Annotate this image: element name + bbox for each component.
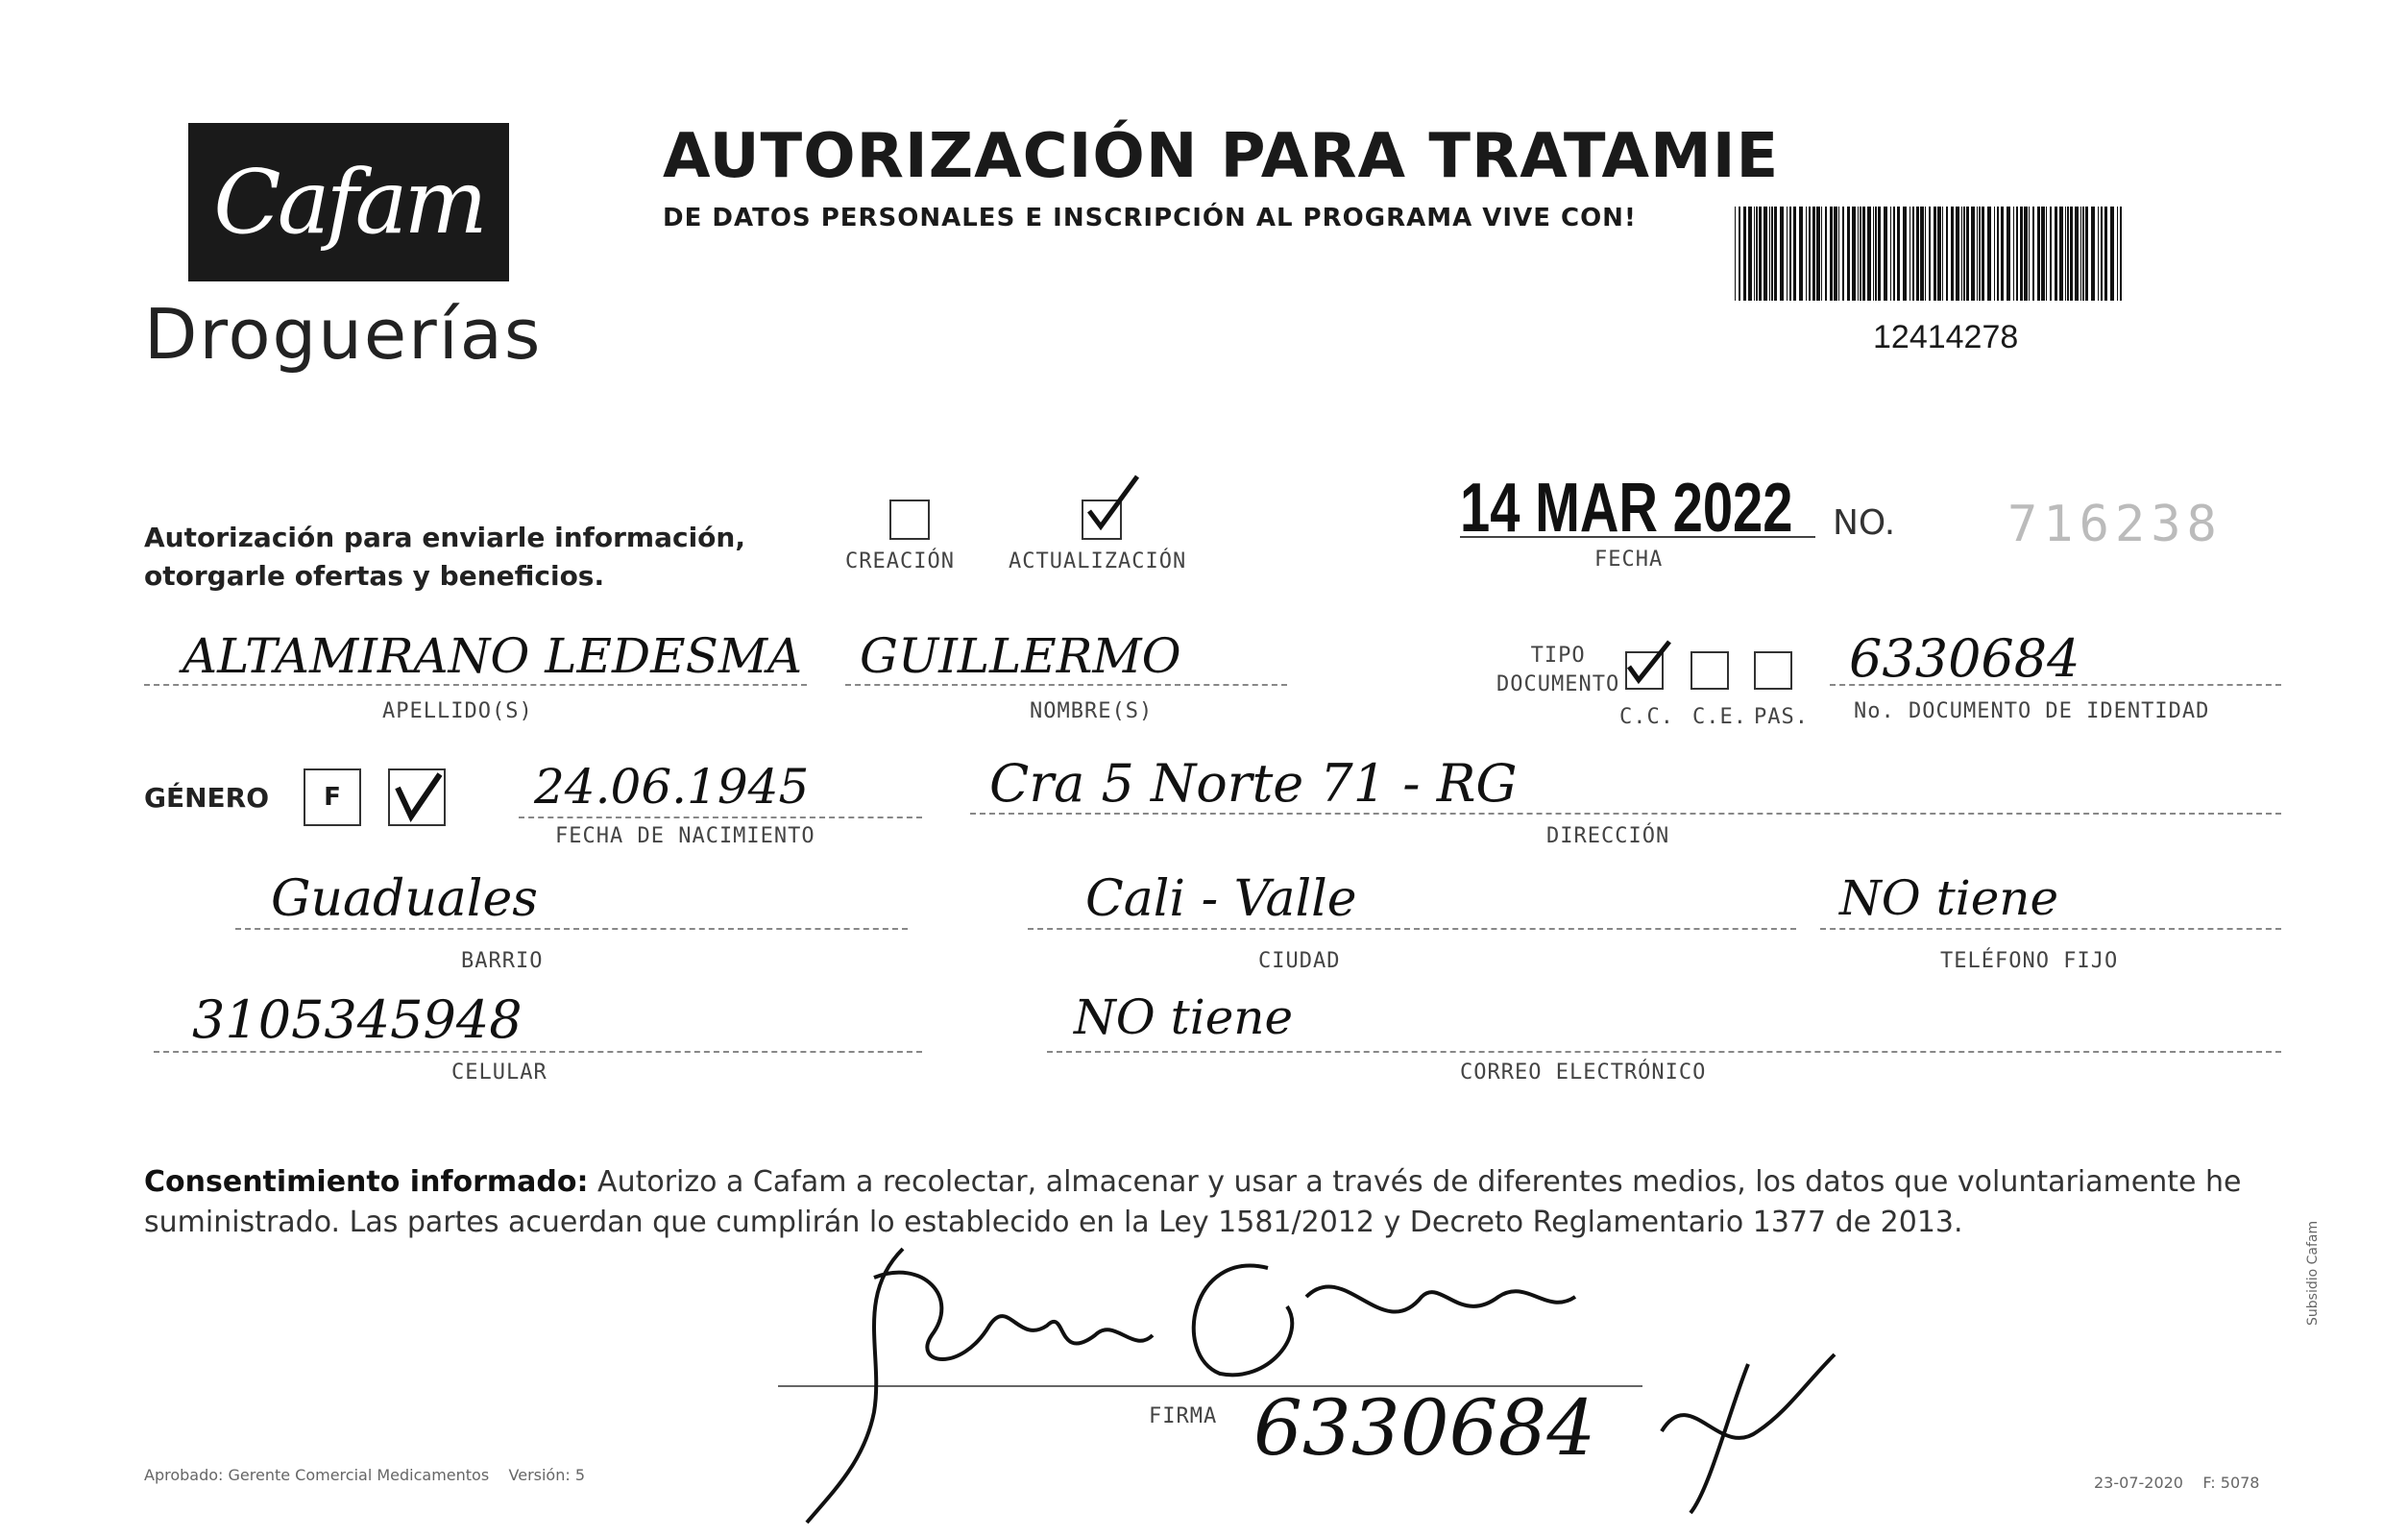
actualizacion-label: ACTUALIZACIÓN [1009,549,1187,573]
barcode-bar [1771,207,1773,301]
direccion-value[interactable]: Cra 5 Norte 71 - RG [989,753,1518,814]
brand-subtitle: Droguerías [144,294,543,375]
signature-number: 6330684 [1253,1383,1596,1473]
barcode-bar [1787,207,1788,301]
barcode-bar [1769,207,1770,301]
genero-f-box[interactable] [304,768,361,826]
barcode-bar [1821,207,1822,301]
form-subtitle: DE DATOS PERSONALES E INSCRIPCIÓN AL PROGRAMA VIVE CON! [663,204,1637,232]
authorization-label-line2: otorgarle ofertas y beneficios. [144,560,605,592]
barcode-bar [2080,207,2081,301]
barcode-bar [2098,207,2099,301]
barcode-bar [2117,207,2118,301]
barcode-bar [2013,207,2014,301]
barcode-bar [2041,207,2045,301]
barcode-bar [1756,207,1758,301]
barcode-bar [1754,207,1755,301]
logo-text: Cafam [213,150,484,254]
barcode-bar [1961,207,1962,301]
telefono-label: TELÉFONO FIJO [1940,949,2119,973]
barcode-bar [1789,207,1791,301]
documento-label: DOCUMENTO [1496,672,1620,696]
form-code: F: 5078 [2202,1474,2260,1492]
form-title: AUTORIZACIÓN PARA TRATAMIE [663,121,1780,192]
barcode-bar [1759,207,1762,301]
barcode-bar [1875,207,1877,301]
barcode-bar [1799,207,1803,301]
barcode-bar [2075,207,2079,301]
barcode-bar [1912,207,1914,301]
barcode-bar [2070,207,2073,301]
celular-label: CELULAR [451,1061,547,1085]
consent-text: Autorizo a Cafam a recolectar, almacenar y usar a través de diferentes medios, los datos que voluntariamente he suministrado. Las partes acuerdan que cumplirán lo establecido en la Ley 1581/2012 y Decreto Reglamentario 1377 de 2013. [144,1165,2242,1239]
barcode [1735,207,2127,301]
barcode-bar [1963,207,1965,301]
date-code: 23-07-2020 [2094,1474,2183,1492]
barcode-bar [2001,207,2004,301]
barcode-bar [1878,207,1881,301]
barcode-bar [1858,207,1859,301]
correo-label: CORREO ELECTRÓNICO [1460,1061,1707,1085]
barcode-bar [1951,207,1954,301]
barcode-bar [1812,207,1815,301]
barcode-bar [1956,207,1959,301]
barcode-bar [1884,207,1887,301]
authorization-label-line1: Autorización para enviarle información, [144,522,745,553]
apellidos-label: APELLIDO(S) [382,699,533,723]
barcode-bar [2104,207,2107,301]
fecha-nacimiento-label: FECHA DE NACIMIENTO [555,824,815,848]
creacion-label: CREACIÓN [845,549,955,573]
barcode-bar [2110,207,2114,301]
fecha-label: FECHA [1594,548,1664,572]
barcode-bar [1806,207,1807,301]
barcode-bar [1897,207,1900,301]
date-day: 14 [1460,470,1520,547]
barcode-bar [1971,207,1975,301]
barcode-bar [1977,207,1978,301]
doc-ce-checkbox[interactable] [1690,651,1729,690]
barcode-bar [1997,207,1999,301]
barrio-value[interactable]: Guaduales [271,870,538,928]
nombres-value[interactable]: GUILLERMO [860,628,1181,684]
barcode-bar [1862,207,1865,301]
barcode-bar [2024,207,2028,301]
creacion-checkbox[interactable] [889,500,930,540]
barcode-number: 12414278 [1873,319,2019,355]
barcode-bar [1893,207,1895,301]
barcode-bar [2055,207,2057,301]
barcode-bar [1920,207,1924,301]
barcode-bar [1838,207,1839,301]
barcode-bar [1987,207,1991,301]
barcode-bar [1735,207,1736,301]
barcode-bar [1847,207,1850,301]
documento-field-label: No. DOCUMENTO DE IDENTIDAD [1854,699,2210,723]
aprobado-text: Aprobado: Gerente Comercial Medicamentos [144,1466,490,1484]
barcode-bar [1842,207,1844,301]
genero-label: GÉNERO [144,782,270,814]
barcode-bar [1966,207,1969,301]
barcode-bar [1942,207,1943,301]
genero-f-label: F [324,783,341,812]
nombres-label: NOMBRE(S) [1030,699,1154,723]
barcode-bar [1873,207,1874,301]
footer-aprobado [144,1466,585,1484]
doc-pas-checkbox[interactable] [1754,651,1792,690]
barcode-bar [1825,207,1827,301]
side-text: Subsidio Cafam [2305,1220,2321,1326]
barcode-bar [1793,207,1796,301]
no-value: 716238 [2007,496,2223,553]
barcode-bar [1860,207,1861,301]
barcode-bar [1937,207,1941,301]
barcode-bar [2067,207,2069,301]
fecha-nacimiento-value[interactable]: 24.06.1945 [534,759,810,815]
apellidos-value[interactable]: ALTAMIRANO LEDESMA [182,628,803,684]
barcode-bar [1982,207,1984,301]
barcode-bar [1916,207,1919,301]
tipo-label: TIPO [1530,644,1586,668]
documento-value[interactable]: 6330684 [1849,628,2080,689]
barcode-bar [1909,207,1910,301]
authorization-label [144,519,745,596]
barcode-bar [2016,207,2018,301]
doc-ce-label: C.E. [1692,705,1747,729]
checkmark-icon [390,768,444,826]
barrio-label: BARRIO [461,949,544,973]
barcode-bar [2065,207,2066,301]
barcode-bar [2020,207,2023,301]
barcode-bar [1830,207,1833,301]
checkmark-icon [1623,638,1677,692]
barcode-bar [1852,207,1856,301]
barcode-bar [1763,207,1767,301]
direccion-label: DIRECCIÓN [1546,824,1670,848]
correo-value[interactable]: NO tiene [1074,989,1294,1045]
barcode-bar [1929,207,1931,301]
barcode-bar [1809,207,1811,301]
doc-cc-label: C.C. [1619,705,1674,729]
barcode-bar [1946,207,1948,301]
barcode-bar [1934,207,1936,301]
consent-heading: Consentimiento informado: [144,1165,589,1199]
barcode-bar [2050,207,2052,301]
tipo-documento-label [1496,642,1619,699]
barcode-bar [1743,207,1746,301]
telefono-value[interactable]: NO tiene [1839,870,2059,926]
barcode-bar [2085,207,2088,301]
ciudad-value[interactable]: Cali - Valle [1085,870,1357,928]
barcode-bar [2029,207,2030,301]
barcode-bar [1867,207,1871,301]
version-text: Versión: 5 [508,1466,586,1484]
barcode-bar [2037,207,2040,301]
barcode-bar [2091,207,2095,301]
date-year: 2022 [1672,470,1793,547]
barcode-bar [2007,207,2010,301]
actualizacion-checkbox[interactable] [1082,500,1122,540]
barcode-bar [1834,207,1837,301]
barcode-bar [1774,207,1777,301]
genero-m-box[interactable] [388,768,446,826]
ciudad-label: CIUDAD [1258,949,1341,973]
barcode-bar [2101,207,2103,301]
celular-value[interactable]: 3105345948 [192,989,523,1050]
barcode-bar [1994,207,1995,301]
barcode-bar [2120,207,2122,301]
barcode-bar [1748,207,1752,301]
barcode-bar [2032,207,2034,301]
barcode-bar [2082,207,2084,301]
barcode-bar [1780,207,1784,301]
barcode-bar [1739,207,1740,301]
no-label: NO. [1833,503,1896,543]
checkmark-icon [1080,473,1147,540]
doc-pas-label: PAS. [1754,705,1809,729]
doc-cc-checkbox[interactable] [1625,651,1664,690]
barcode-bar [2059,207,2063,301]
footer-codes [2094,1474,2259,1492]
barcode-bar [1890,207,1891,301]
consent-paragraph [144,1162,2286,1243]
firma-label: FIRMA [1149,1404,1218,1428]
barcode-bar [1903,207,1907,301]
barcode-bar [1925,207,1926,301]
barcode-bar [2046,207,2047,301]
cafam-logo [188,123,509,281]
barcode-bar [1816,207,1820,301]
date-month: MAR [1535,470,1658,547]
barcode-bar [1979,207,1981,301]
